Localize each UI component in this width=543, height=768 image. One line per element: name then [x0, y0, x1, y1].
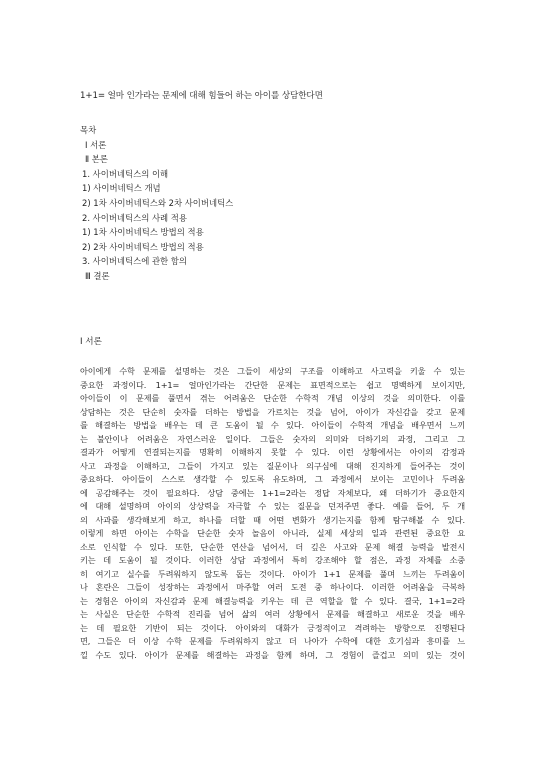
body-line: 중요하다. 아이들이 스스로 생각할 수 있도록 유도하며, 그 과정에서 보이는 고민이나 두려움: [80, 474, 465, 484]
body-line: 이렇게 하면 아이는 수학을 단순한 숫자 놀음이 아니라, 실제 세상의 일과 관련된 중요한 요: [80, 528, 465, 538]
toc-item: 3. 사이버네틱스에 관한 함의: [82, 256, 187, 267]
body-line: 는 사실은 단순한 수학적 진리를 넘어 삶의 여러 상황에서 문제를 해결하고 새로운 것을 배우: [80, 609, 465, 619]
toc-item: 1) 1차 사이버네틱스 방법의 적용: [82, 227, 204, 238]
section-heading-introduction: Ⅰ 서론: [80, 337, 102, 347]
body-line: 소로 인식할 수 있다. 또한, 단순한 연산을 넘어서, 더 깊은 사고와 문제 해결 능력을 발전시: [80, 541, 465, 552]
body-line: 중요한 과정이다. 1+1= 얼마인가라는 간단한 문제는 표면적으로는 쉽고 명백하게 보이지만,: [80, 379, 465, 390]
body-line: 는 경험은 아이의 자신감과 문제 해결능력을 키우는 데 큰 역할을 할 수 있다. 결국, 1+1=2라: [80, 595, 465, 606]
toc-item: 1) 사이버네틱스 개념: [82, 183, 161, 194]
body-line: 아이들이 이 문제를 풀면서 겪는 어려움은 단순한 수학적 개념 이상의 것을 의미한다. 이를: [80, 393, 465, 403]
body-line: 상담하는 것은 단순히 숫자를 더하는 방법을 가르치는 것을 넘어, 아이가 자신감을 갖고 문제: [80, 406, 465, 417]
body-line: 히 여기고 실수를 두려워하지 않도록 돕는 것이다. 아이가 1+1 문제를 풀며 느끼는 두려움이: [80, 568, 465, 579]
toc-item: 2) 2차 사이버네틱스 방법의 적용: [82, 241, 204, 252]
table-of-contents: [80, 123, 233, 284]
body-line: 낄 수도 있다. 아이가 문제를 해결하는 과정을 함께 하며, 그 경험이 즐겁고 의미 있는 것이: [80, 649, 465, 660]
body-text: [80, 365, 465, 662]
toc-list: [80, 138, 233, 284]
body-line: 사고 과정을 이해하고, 그들이 가지고 있는 질문이나 의구심에 대해 진지하게 들어주는 것이: [80, 460, 465, 471]
body-line: 를 해결하는 방법을 배우는 데 큰 도움이 될 수 있다. 아이들이 수학적 개념을 배우면서 느끼: [80, 420, 465, 430]
toc-item: 2. 사이버네틱스의 사례 적용: [82, 212, 187, 223]
toc-item: Ⅲ 결론: [85, 270, 110, 281]
body-line: 결과가 어떻게 연결되는지를 명확히 이해하지 못할 수 있다. 이런 상황에서는 아이의 감정과: [80, 447, 465, 457]
body-line: 의 사과를 생각해보게 하고, 하나를 더할 때 어떤 변화가 생기는지를 함께 탐구해볼 수 있다.: [80, 514, 465, 525]
body-line: 아이에게 수학 문제를 설명하는 것은 그들이 세상의 구조를 이해하고 사고력을 키울 수 있는: [80, 366, 465, 376]
body-line: 에 공감해주는 것이 필요하다. 상담 중에는 1+1=2라는 정답 자체보다, 왜 더하기가 중요한지: [80, 487, 465, 498]
body-line: 면, 그들은 더 이상 수학 문제를 두려워하지 않고 더 나아가 수학에 대한 호기심과 흥미를 느: [80, 636, 465, 646]
toc-item: Ⅰ 서론: [85, 139, 107, 150]
document-title: 1+1= 얼마 인가라는 문제에 대해 힘들어 하는 아이를 상담한다면: [80, 91, 323, 101]
body-line: 는 불안이나 어려움은 자연스러운 일이다. 그들은 숫자의 의미와 더하기의 과정, 그리고 그: [80, 433, 465, 444]
body-line: 키는 데 도움이 될 것이다. 이러한 상담 과정에서 특히 강조해야 할 점은, 과정 자체를 소중: [80, 555, 465, 565]
toc-heading: 목차: [80, 125, 97, 135]
body-line: 에 대해 설명하며 아이의 상상력을 자극할 수 있는 질문을 던져주면 좋다. 예를 들어, 두 개: [80, 501, 465, 511]
toc-item: Ⅱ 본론: [85, 154, 108, 165]
toc-item: 2) 1차 사이버네틱스와 2차 사이버네틱스: [82, 197, 234, 208]
body-line: 는 데 필요한 기반이 되는 것이다. 아이와의 대화가 긍정적이고 격려하는 방향으로 진행된다: [80, 622, 465, 633]
toc-item: 1. 사이버네틱스의 이해: [82, 168, 169, 179]
body-line: 나 혼란은 그들이 성장하는 과정에서 마주할 여러 도전 중 하나이다. 이러한 어려움을 극복하: [80, 582, 465, 592]
